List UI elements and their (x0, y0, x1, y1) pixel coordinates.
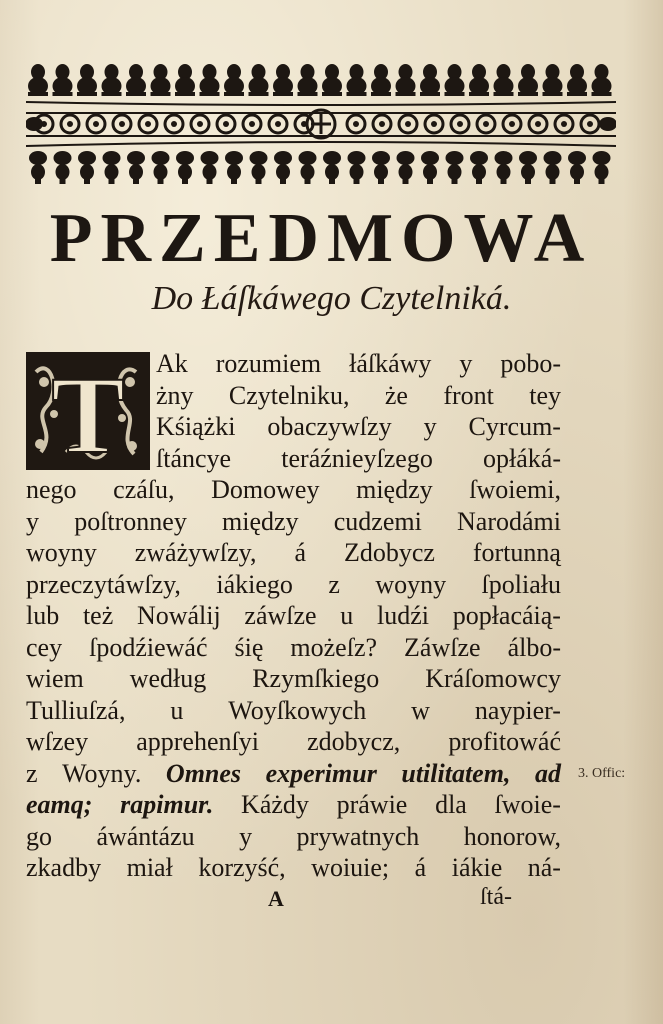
word: opłáká- (483, 443, 561, 473)
word: obaczywſzy (267, 412, 392, 441)
word: ſpodźiewáć (89, 632, 208, 662)
word: fortunną (472, 538, 561, 567)
word: Nowálij (136, 601, 221, 630)
word: y (459, 349, 473, 378)
word: woyny (26, 538, 97, 567)
word: u (340, 601, 354, 630)
word: z (328, 569, 340, 599)
word: przeczytáwſzy, (26, 569, 181, 599)
word: teráźnieyſzego (281, 443, 433, 473)
text-line (26, 380, 561, 412)
word: zkadby (26, 853, 102, 882)
word: prywatnych (296, 821, 420, 851)
body-text (26, 348, 561, 884)
word: u (170, 695, 184, 725)
word: dla (435, 790, 467, 819)
page-title: PRZEDMOWA (49, 200, 593, 277)
word: możeſz? (290, 632, 378, 662)
text-line (26, 632, 561, 664)
word: iákiego (216, 569, 293, 599)
word: Záwſze (404, 632, 481, 662)
word: ſtáncye (156, 443, 232, 473)
word: w (411, 695, 430, 725)
word: cudzemi (333, 506, 422, 536)
word: ſwoie- (494, 790, 561, 819)
word: naypier- (474, 695, 561, 725)
word: Kráſomowcy (425, 664, 561, 693)
word: nego (26, 475, 77, 504)
word: ad (535, 758, 561, 788)
word: y (239, 821, 253, 851)
text-line (26, 852, 561, 884)
text-line (26, 726, 561, 758)
word: práwie (336, 790, 408, 819)
word: áwántázu (96, 821, 195, 851)
text-line (26, 821, 561, 853)
initial-glyph: T (51, 354, 125, 470)
text-line (26, 348, 561, 380)
word: miał (126, 853, 173, 882)
word: zdobycz, (307, 727, 401, 756)
catchword: ſtá- (480, 884, 512, 910)
word: ſwoiemi, (469, 475, 561, 504)
word: żny (156, 380, 194, 410)
word: z (26, 758, 38, 788)
word: ſpoliału (481, 569, 561, 599)
word: á (294, 538, 306, 567)
word: y (423, 412, 437, 441)
word: Zdobycz (343, 538, 435, 567)
word: rapimur. (120, 790, 214, 819)
word: front (443, 380, 494, 410)
word: iákie (451, 853, 503, 882)
text-line (26, 600, 561, 632)
text-line (26, 443, 561, 475)
signature-mark: A (268, 886, 284, 911)
word: że (384, 380, 408, 410)
word: wſzey (26, 727, 89, 756)
word: álbo- (507, 632, 561, 662)
word: Tulliuſzá, (26, 695, 126, 725)
word: á (414, 853, 427, 882)
word: rozumiem (215, 349, 322, 378)
text-line (26, 537, 561, 569)
word: Woyny. (62, 758, 142, 788)
word: Káżdy (241, 790, 309, 819)
word: lub (26, 601, 60, 630)
text-line (26, 758, 561, 790)
word: záwſze (244, 601, 317, 630)
word: pobo- (500, 349, 561, 378)
word: Ak (156, 349, 188, 378)
word: Cyrcum- (468, 412, 561, 441)
word: ná- (527, 853, 561, 882)
word: śię (234, 632, 264, 662)
text-line (26, 569, 561, 601)
word: łáſkáwy (349, 349, 432, 378)
word: Domowey (211, 475, 320, 504)
word: eamq; (26, 790, 93, 819)
word: popłacáią- (452, 601, 561, 630)
word: między (222, 506, 299, 536)
word: y (26, 506, 39, 536)
text-line (26, 695, 561, 727)
word: Omnes (165, 758, 242, 788)
word: experimur (265, 758, 377, 788)
text-line (26, 789, 561, 821)
word: apprehenſyi (136, 727, 259, 756)
word: też (82, 601, 114, 630)
word: Kśiążki (156, 412, 236, 441)
word: Narodámi (457, 506, 561, 536)
word: między (356, 475, 433, 504)
page-subtitle: Do Łáſkáwego Czytelniká. (151, 280, 512, 317)
word: tey (529, 380, 561, 410)
word: cey (26, 632, 63, 662)
text-line (26, 474, 561, 506)
margin-note: 3. Offic: (578, 766, 626, 781)
text-line (26, 506, 561, 538)
word: ludźi (377, 601, 429, 630)
word: Rzymſkiego (252, 664, 380, 693)
word: honorow, (463, 821, 561, 851)
ornamental-headpiece (26, 58, 616, 188)
text-line (26, 411, 561, 443)
word: wiem (26, 664, 84, 693)
text-line (26, 663, 561, 695)
word: woyny (375, 569, 447, 599)
word: woiuie; (311, 853, 390, 882)
word: utilitatem, (401, 758, 511, 788)
word: korzyść, (198, 853, 286, 882)
word: poſtronney (74, 506, 187, 536)
word: Czytelniku, (228, 380, 350, 410)
word: Woyſkowych (228, 695, 367, 725)
word: profitowáć (448, 727, 561, 756)
word: zwáżywſzy, (134, 538, 257, 567)
word: według (129, 664, 207, 693)
word: go (26, 821, 52, 851)
word: czáſu, (113, 475, 175, 504)
